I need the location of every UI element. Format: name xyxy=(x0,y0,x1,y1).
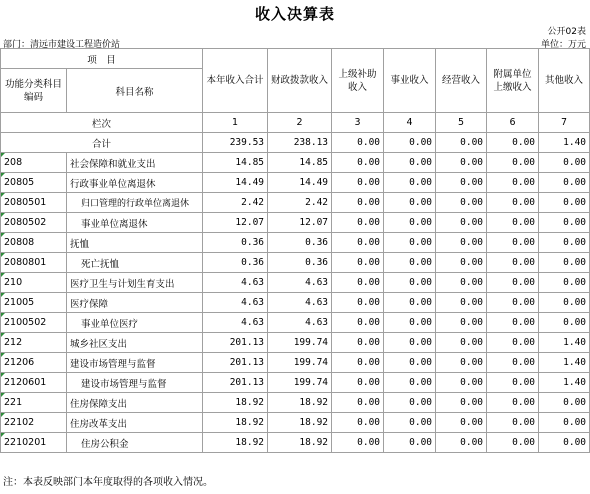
subject-name-cell: 建设市场管理与监督 xyxy=(67,353,203,373)
value-cell: 0.00 xyxy=(487,273,539,293)
value-cell: 0.00 xyxy=(436,233,487,253)
value-cell: 0.00 xyxy=(487,193,539,213)
value-cell: 0.00 xyxy=(384,433,436,453)
value-cell: 0.00 xyxy=(487,253,539,273)
value-cell: 0.00 xyxy=(436,333,487,353)
value-cell: 0.00 xyxy=(332,433,384,453)
value-cell: 4.63 xyxy=(268,313,332,333)
item-group-header: 项 目 xyxy=(1,49,203,69)
table-row xyxy=(1,153,590,173)
value-cell: 18.92 xyxy=(203,413,268,433)
value-cell: 0.00 xyxy=(539,253,590,273)
value-cell: 0.00 xyxy=(487,393,539,413)
value-cell: 0.00 xyxy=(384,413,436,433)
value-cell: 0.00 xyxy=(539,293,590,313)
func-code-cell: 2080502 xyxy=(1,213,67,233)
value-cell: 0.00 xyxy=(332,233,384,253)
value-cell: 2.42 xyxy=(203,193,268,213)
func-code-header: 功能分类科目编码 xyxy=(1,69,67,113)
table-row xyxy=(1,353,590,373)
value-cell: 0.00 xyxy=(436,253,487,273)
value-cell: 0.00 xyxy=(487,213,539,233)
income-table xyxy=(0,48,590,453)
value-cell: 0.00 xyxy=(436,193,487,213)
func-code-cell: 2080801 xyxy=(1,253,67,273)
value-cell: 0.00 xyxy=(332,333,384,353)
value-cell: 0.00 xyxy=(384,273,436,293)
value-cell: 0.00 xyxy=(384,373,436,393)
value-cell: 12.07 xyxy=(203,213,268,233)
col-header-4: 事业收入 xyxy=(384,49,436,113)
value-cell: 1.40 xyxy=(539,353,590,373)
func-code-cell: 208 xyxy=(1,153,67,173)
subject-name-cell: 住房公积金 xyxy=(67,433,203,453)
value-cell: 0.00 xyxy=(332,293,384,313)
value-cell: 0.00 xyxy=(436,413,487,433)
value-cell: 0.00 xyxy=(539,233,590,253)
value-cell: 0.00 xyxy=(436,293,487,313)
value-cell: 0.00 xyxy=(487,173,539,193)
value-cell: 0.00 xyxy=(487,293,539,313)
total-label: 合计 xyxy=(1,133,203,153)
value-cell: 18.92 xyxy=(268,393,332,413)
table-row xyxy=(1,273,590,293)
value-cell: 0.00 xyxy=(436,313,487,333)
value-cell: 0.00 xyxy=(384,353,436,373)
subject-name-cell: 社会保障和就业支出 xyxy=(67,153,203,173)
value-cell: 0.00 xyxy=(384,393,436,413)
value-cell: 0.00 xyxy=(539,213,590,233)
subject-name-cell: 事业单位离退休 xyxy=(67,213,203,233)
value-cell: 0.00 xyxy=(539,153,590,173)
value-cell: 0.00 xyxy=(487,433,539,453)
unit-label: 单位：万元 xyxy=(540,40,586,50)
func-code-cell: 210 xyxy=(1,273,67,293)
value-cell: 0.00 xyxy=(332,353,384,373)
subject-name-header: 科目名称 xyxy=(67,69,203,113)
value-cell: 4.63 xyxy=(203,293,268,313)
value-cell: 0.00 xyxy=(539,393,590,413)
value-cell: 18.92 xyxy=(268,413,332,433)
value-cell: 0.00 xyxy=(487,353,539,373)
value-cell: 0.00 xyxy=(384,173,436,193)
col-number-label: 栏次 xyxy=(1,113,203,133)
value-cell: 0.00 xyxy=(487,153,539,173)
value-cell: 0.36 xyxy=(268,253,332,273)
func-code-cell: 20805 xyxy=(1,173,67,193)
value-cell: 0.00 xyxy=(384,193,436,213)
value-cell: 14.85 xyxy=(268,153,332,173)
value-cell: 199.74 xyxy=(268,353,332,373)
table-row xyxy=(1,433,590,453)
value-cell: 0.00 xyxy=(384,313,436,333)
value-cell: 0.00 xyxy=(539,273,590,293)
report-title: 收入决算表 xyxy=(254,5,335,23)
total-value: 1.40 xyxy=(539,133,590,153)
col-number: 3 xyxy=(332,113,384,133)
subject-name-cell: 城乡社区支出 xyxy=(67,333,203,353)
value-cell: 0.00 xyxy=(436,373,487,393)
func-code-cell: 21206 xyxy=(1,353,67,373)
value-cell: 14.49 xyxy=(203,173,268,193)
table-row xyxy=(1,173,590,193)
col-header-2: 财政拨款收入 xyxy=(268,49,332,113)
value-cell: 0.00 xyxy=(539,433,590,453)
table-row xyxy=(1,213,590,233)
col-number: 1 xyxy=(203,113,268,133)
table-row xyxy=(1,293,590,313)
value-cell: 0.00 xyxy=(384,333,436,353)
func-code-cell: 212 xyxy=(1,333,67,353)
subject-name-cell: 住房保障支出 xyxy=(67,393,203,413)
value-cell: 199.74 xyxy=(268,373,332,393)
value-cell: 0.00 xyxy=(332,153,384,173)
value-cell: 0.00 xyxy=(487,413,539,433)
subject-name-cell: 建设市场管理与监督 xyxy=(67,373,203,393)
table-note: 注：本表反映部门本年度取得的各项收入情况。 xyxy=(3,477,213,488)
value-cell: 4.63 xyxy=(268,293,332,313)
subject-name-cell: 行政事业单位离退休 xyxy=(67,173,203,193)
total-value: 239.53 xyxy=(203,133,268,153)
value-cell: 18.92 xyxy=(268,433,332,453)
value-cell: 201.13 xyxy=(203,373,268,393)
func-code-cell: 2120601 xyxy=(1,373,67,393)
value-cell: 0.00 xyxy=(436,433,487,453)
col-header-6: 附属单位上缴收入 xyxy=(487,49,539,113)
func-code-cell: 21005 xyxy=(1,293,67,313)
col-number: 6 xyxy=(487,113,539,133)
subject-name-cell: 住房改革支出 xyxy=(67,413,203,433)
value-cell: 0.00 xyxy=(384,253,436,273)
value-cell: 1.40 xyxy=(539,333,590,353)
value-cell: 0.00 xyxy=(332,393,384,413)
subject-name-cell: 医疗保障 xyxy=(67,293,203,313)
value-cell: 0.00 xyxy=(487,373,539,393)
table-row xyxy=(1,253,590,273)
col-number: 4 xyxy=(384,113,436,133)
func-code-cell: 2210201 xyxy=(1,433,67,453)
value-cell: 0.00 xyxy=(436,173,487,193)
total-value: 238.13 xyxy=(268,133,332,153)
value-cell: 4.63 xyxy=(268,273,332,293)
func-code-cell: 2080501 xyxy=(1,193,67,213)
value-cell: 2.42 xyxy=(268,193,332,213)
col-header-7: 其他收入 xyxy=(539,49,590,113)
value-cell: 0.00 xyxy=(539,173,590,193)
value-cell: 199.74 xyxy=(268,333,332,353)
value-cell: 0.00 xyxy=(487,333,539,353)
value-cell: 0.36 xyxy=(268,233,332,253)
value-cell: 0.00 xyxy=(539,313,590,333)
value-cell: 0.00 xyxy=(436,353,487,373)
func-code-cell: 221 xyxy=(1,393,67,413)
col-number: 2 xyxy=(268,113,332,133)
value-cell: 0.00 xyxy=(539,193,590,213)
value-cell: 0.00 xyxy=(332,413,384,433)
value-cell: 0.00 xyxy=(436,213,487,233)
value-cell: 0.00 xyxy=(384,153,436,173)
value-cell: 0.00 xyxy=(332,193,384,213)
value-cell: 18.92 xyxy=(203,393,268,413)
value-cell: 12.07 xyxy=(268,213,332,233)
table-row xyxy=(1,333,590,353)
value-cell: 0.00 xyxy=(384,233,436,253)
col-header-1: 本年收入合计 xyxy=(203,49,268,113)
value-cell: 18.92 xyxy=(203,433,268,453)
value-cell: 14.85 xyxy=(203,153,268,173)
table-row xyxy=(1,393,590,413)
value-cell: 0.00 xyxy=(332,313,384,333)
func-code-cell: 20808 xyxy=(1,233,67,253)
value-cell: 0.00 xyxy=(436,393,487,413)
value-cell: 1.40 xyxy=(539,373,590,393)
table-row xyxy=(1,313,590,333)
total-value: 0.00 xyxy=(436,133,487,153)
subject-name-cell: 归口管理的行政单位离退休 xyxy=(67,193,203,213)
department-label: 部门：清远市建设工程造价站 xyxy=(3,40,121,50)
value-cell: 0.00 xyxy=(487,313,539,333)
value-cell: 4.63 xyxy=(203,313,268,333)
subject-name-cell: 事业单位医疗 xyxy=(67,313,203,333)
value-cell: 0.00 xyxy=(487,233,539,253)
col-number: 7 xyxy=(539,113,590,133)
form-code: 公开02表 xyxy=(547,27,586,37)
subject-name-cell: 医疗卫生与计划生育支出 xyxy=(67,273,203,293)
value-cell: 0.36 xyxy=(203,233,268,253)
func-code-cell: 22102 xyxy=(1,413,67,433)
total-row xyxy=(1,133,590,153)
col-number: 5 xyxy=(436,113,487,133)
subject-name-cell: 抚恤 xyxy=(67,233,203,253)
value-cell: 201.13 xyxy=(203,353,268,373)
table-row xyxy=(1,193,590,213)
value-cell: 0.00 xyxy=(384,213,436,233)
value-cell: 0.00 xyxy=(539,413,590,433)
value-cell: 0.00 xyxy=(332,253,384,273)
col-header-5: 经营收入 xyxy=(436,49,487,113)
table-row xyxy=(1,373,590,393)
value-cell: 0.00 xyxy=(436,273,487,293)
table-row xyxy=(1,413,590,433)
value-cell: 0.00 xyxy=(332,273,384,293)
value-cell: 201.13 xyxy=(203,333,268,353)
total-value: 0.00 xyxy=(487,133,539,153)
value-cell: 14.49 xyxy=(268,173,332,193)
total-value: 0.00 xyxy=(384,133,436,153)
value-cell: 0.36 xyxy=(203,253,268,273)
value-cell: 0.00 xyxy=(332,373,384,393)
value-cell: 0.00 xyxy=(436,153,487,173)
subject-name-cell: 死亡抚恤 xyxy=(67,253,203,273)
value-cell: 4.63 xyxy=(203,273,268,293)
total-value: 0.00 xyxy=(332,133,384,153)
func-code-cell: 2100502 xyxy=(1,313,67,333)
value-cell: 0.00 xyxy=(384,293,436,313)
value-cell: 0.00 xyxy=(332,173,384,193)
table-row xyxy=(1,233,590,253)
value-cell: 0.00 xyxy=(332,213,384,233)
col-header-3: 上级补助收入 xyxy=(332,49,384,113)
